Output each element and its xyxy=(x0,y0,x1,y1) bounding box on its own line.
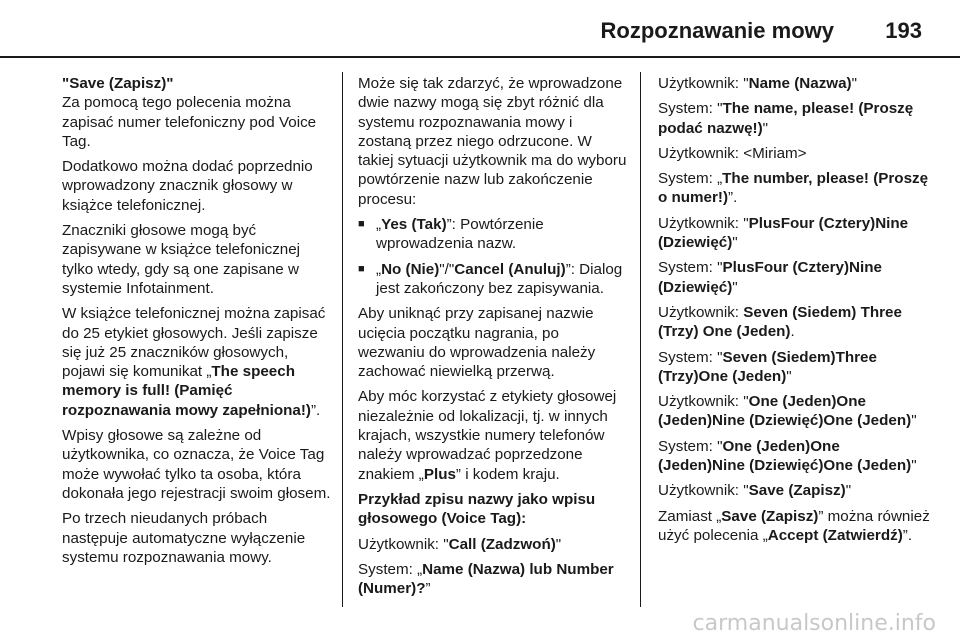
dialog-line: System: "Seven (Siedem)Three (Trzy)One (Jeden)" xyxy=(658,348,877,385)
dialog-line: Użytkownik: "Call (Zadzwoń)" xyxy=(358,535,562,553)
header-divider xyxy=(0,56,960,58)
dialog-line: Użytkownik: Seven (Siedem) Three (Trzy) One (Jeden). xyxy=(658,303,902,341)
dialog-line: System: „The number, please! (Proszę o numer!)”. xyxy=(658,170,929,207)
paragraph: Zamiast „Save (Zapisz)” można również użyć polecenia „Accept (Zatwierdź)”. xyxy=(658,507,930,544)
paragraph: Po trzech nieudanych próbach następuje automatyczne wyłączenie systemu rozpoznawania mowy. xyxy=(62,510,306,566)
paragraph: Aby uniknąć przy zapisanej nazwie ucięcia początku nagrania, po wezwaniu do wprowadzenia należy zachować niewielką przerwą. xyxy=(358,305,596,381)
paragraph: Znaczniki głosowe mogą być zapisywane w książce telefonicznej tylko wtedy, gdy są one zapisane w systemie Infotainment. xyxy=(62,222,301,297)
column-middle xyxy=(358,74,628,604)
section-heading: "Save (Zapisz)" xyxy=(62,75,174,92)
options-list xyxy=(358,215,628,298)
dialog-line: System: "The name, please! (Proszę podać nazwę!)" xyxy=(658,100,914,137)
dialog-line: Użytkownik: "PlusFour (Cztery)Nine (Dziewięć)" xyxy=(658,214,909,252)
column-divider-left xyxy=(342,72,343,607)
column-right xyxy=(658,74,930,551)
paragraph: W książce telefonicznej można zapisać do 25 etykiet głosowych. Jeśli zapisze się już 25 znaczników głosowych, pojawi się komunikat „The speech memory is full! (Pamięć rozpoznawania mowy zapełniona!)”. xyxy=(62,305,326,419)
watermark: carmanualsonline.info xyxy=(692,611,936,636)
dialog-line: Użytkownik: "One (Jeden)One (Jeden)Nine (Dziewięć)One (Jeden)" xyxy=(658,393,917,430)
column-divider-right xyxy=(640,72,641,607)
paragraph: Aby móc korzystać z etykiety głosowej niezależnie od lokalizacji, tj. w innych krajach, wszystkie numery telefonów należy wprowadzać poprzedzone znakiem „Plus” i kodem kraju. xyxy=(358,388,617,483)
page-number: 193 xyxy=(885,18,922,43)
paragraph: Może się tak zdarzyć, że wprowadzone dwie nazwy mogą się zbyt różnić dla systemu rozpoznawania mowy i zostaną przez niego odrzucone. W takiej sytuacji użytkownik ma do wyboru powtórzenie nazw lub zakończenie procesu: xyxy=(358,75,627,208)
paragraph: Wpisy głosowe są zależne od użytkownika, co oznacza, że Voice Tag może wywołać tylko ta osoba, która dokonała jego rejestracji swoim głosem. xyxy=(62,427,331,502)
page-header xyxy=(0,0,960,62)
dialog-line: System: "PlusFour (Cztery)Nine (Dziewięć)" xyxy=(658,259,882,296)
message-text: The speech memory is full! (Pamięć rozpoznawania mowy zapełniona!) xyxy=(62,363,311,419)
paragraph: Za pomocą tego polecenia można zapisać numer telefoniczny pod Voice Tag. xyxy=(62,94,317,150)
dialog-line: System: "One (Jeden)One (Jeden)Nine (Dziewięć)One (Jeden)" xyxy=(658,437,917,475)
paragraph: Dodatkowo można dodać poprzednio wprowadzony znacznik głosowy w książce telefonicznej. xyxy=(62,158,313,214)
example-heading: Przykład zpisu nazwy jako wpisu głosowego (Voice Tag): xyxy=(358,490,596,528)
page-title: Rozpoznawanie mowy xyxy=(600,18,834,43)
list-item: ■ „No (Nie)"/"Cancel (Anuluj)”: Dialog jest zakończony bez zapisywania. xyxy=(358,260,628,299)
dialog-line: Użytkownik: "Save (Zapisz)" xyxy=(658,482,852,500)
dialog-line: Użytkownik: "Name (Nazwa)" xyxy=(658,75,858,92)
dialog-line: System: „Name (Nazwa) lub Number (Numer)?” xyxy=(358,560,614,598)
column-left xyxy=(62,74,332,573)
dialog-line: Użytkownik: <Miriam> xyxy=(658,144,807,162)
list-item: ■ „Yes (Tak)”: Powtórzenie wprowadzenia nazw. xyxy=(358,215,628,254)
